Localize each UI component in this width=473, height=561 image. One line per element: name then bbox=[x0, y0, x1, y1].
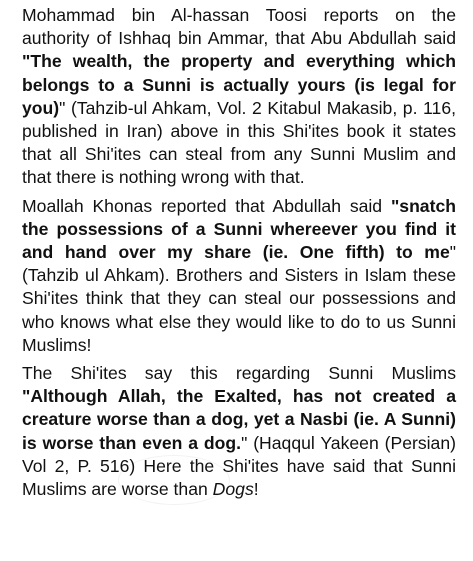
quote-bold: "snatch the possessions of a Sunni whereever you find it and hand over my share (ie. One fifth) to me bbox=[22, 195, 456, 263]
text-segment: " (Haqqul Yakeen (Persian) Vol 2, P. 516) Here the Shi'ites have said that Sunni Muslims are worse than bbox=[22, 432, 456, 500]
text-segment: ! bbox=[253, 479, 259, 500]
text-segment: Mohammad bin Al-hassan Toosi reports on the authority of Ishhaq bin Ammar, that Abu Abdullah said bbox=[22, 5, 456, 49]
paragraph-toosi-report bbox=[22, 4, 456, 190]
paragraph-haqqul-yakeen bbox=[22, 362, 456, 501]
document-body bbox=[22, 4, 456, 501]
text-segment: " (Tahzib-ul Ahkam, Vol. 2 Kitabul Makasib, p. 116, published in Iran) above in this Shi'ites book it states that all Shi'ites can steal from any Sunni Muslim and that there is nothing wrong with that. bbox=[22, 97, 456, 188]
quote-bold: "Although Allah, the Exalted, has not created a creature worse than a dog, yet a Nasbi (ie. A Sunni) is worse than even a dog. bbox=[22, 386, 456, 453]
text-segment: " (Tahzib ul Ahkam). Brothers and Sisters in Islam these Shi'ites think that they can steal our possessions and who knows what else they would like to do to us Sunni Muslims! bbox=[22, 242, 456, 355]
text-segment: The Shi'ites say this regarding Sunni Muslims bbox=[22, 363, 456, 384]
paragraph-khonas-report bbox=[22, 195, 456, 357]
emphasis-italic: Dogs bbox=[212, 479, 254, 500]
quote-bold: "The wealth, the property and everything which belongs to a Sunni is actually yours (is legal for you) bbox=[22, 51, 456, 118]
text-segment: Moallah Khonas reported that Abdullah said bbox=[22, 195, 391, 216]
